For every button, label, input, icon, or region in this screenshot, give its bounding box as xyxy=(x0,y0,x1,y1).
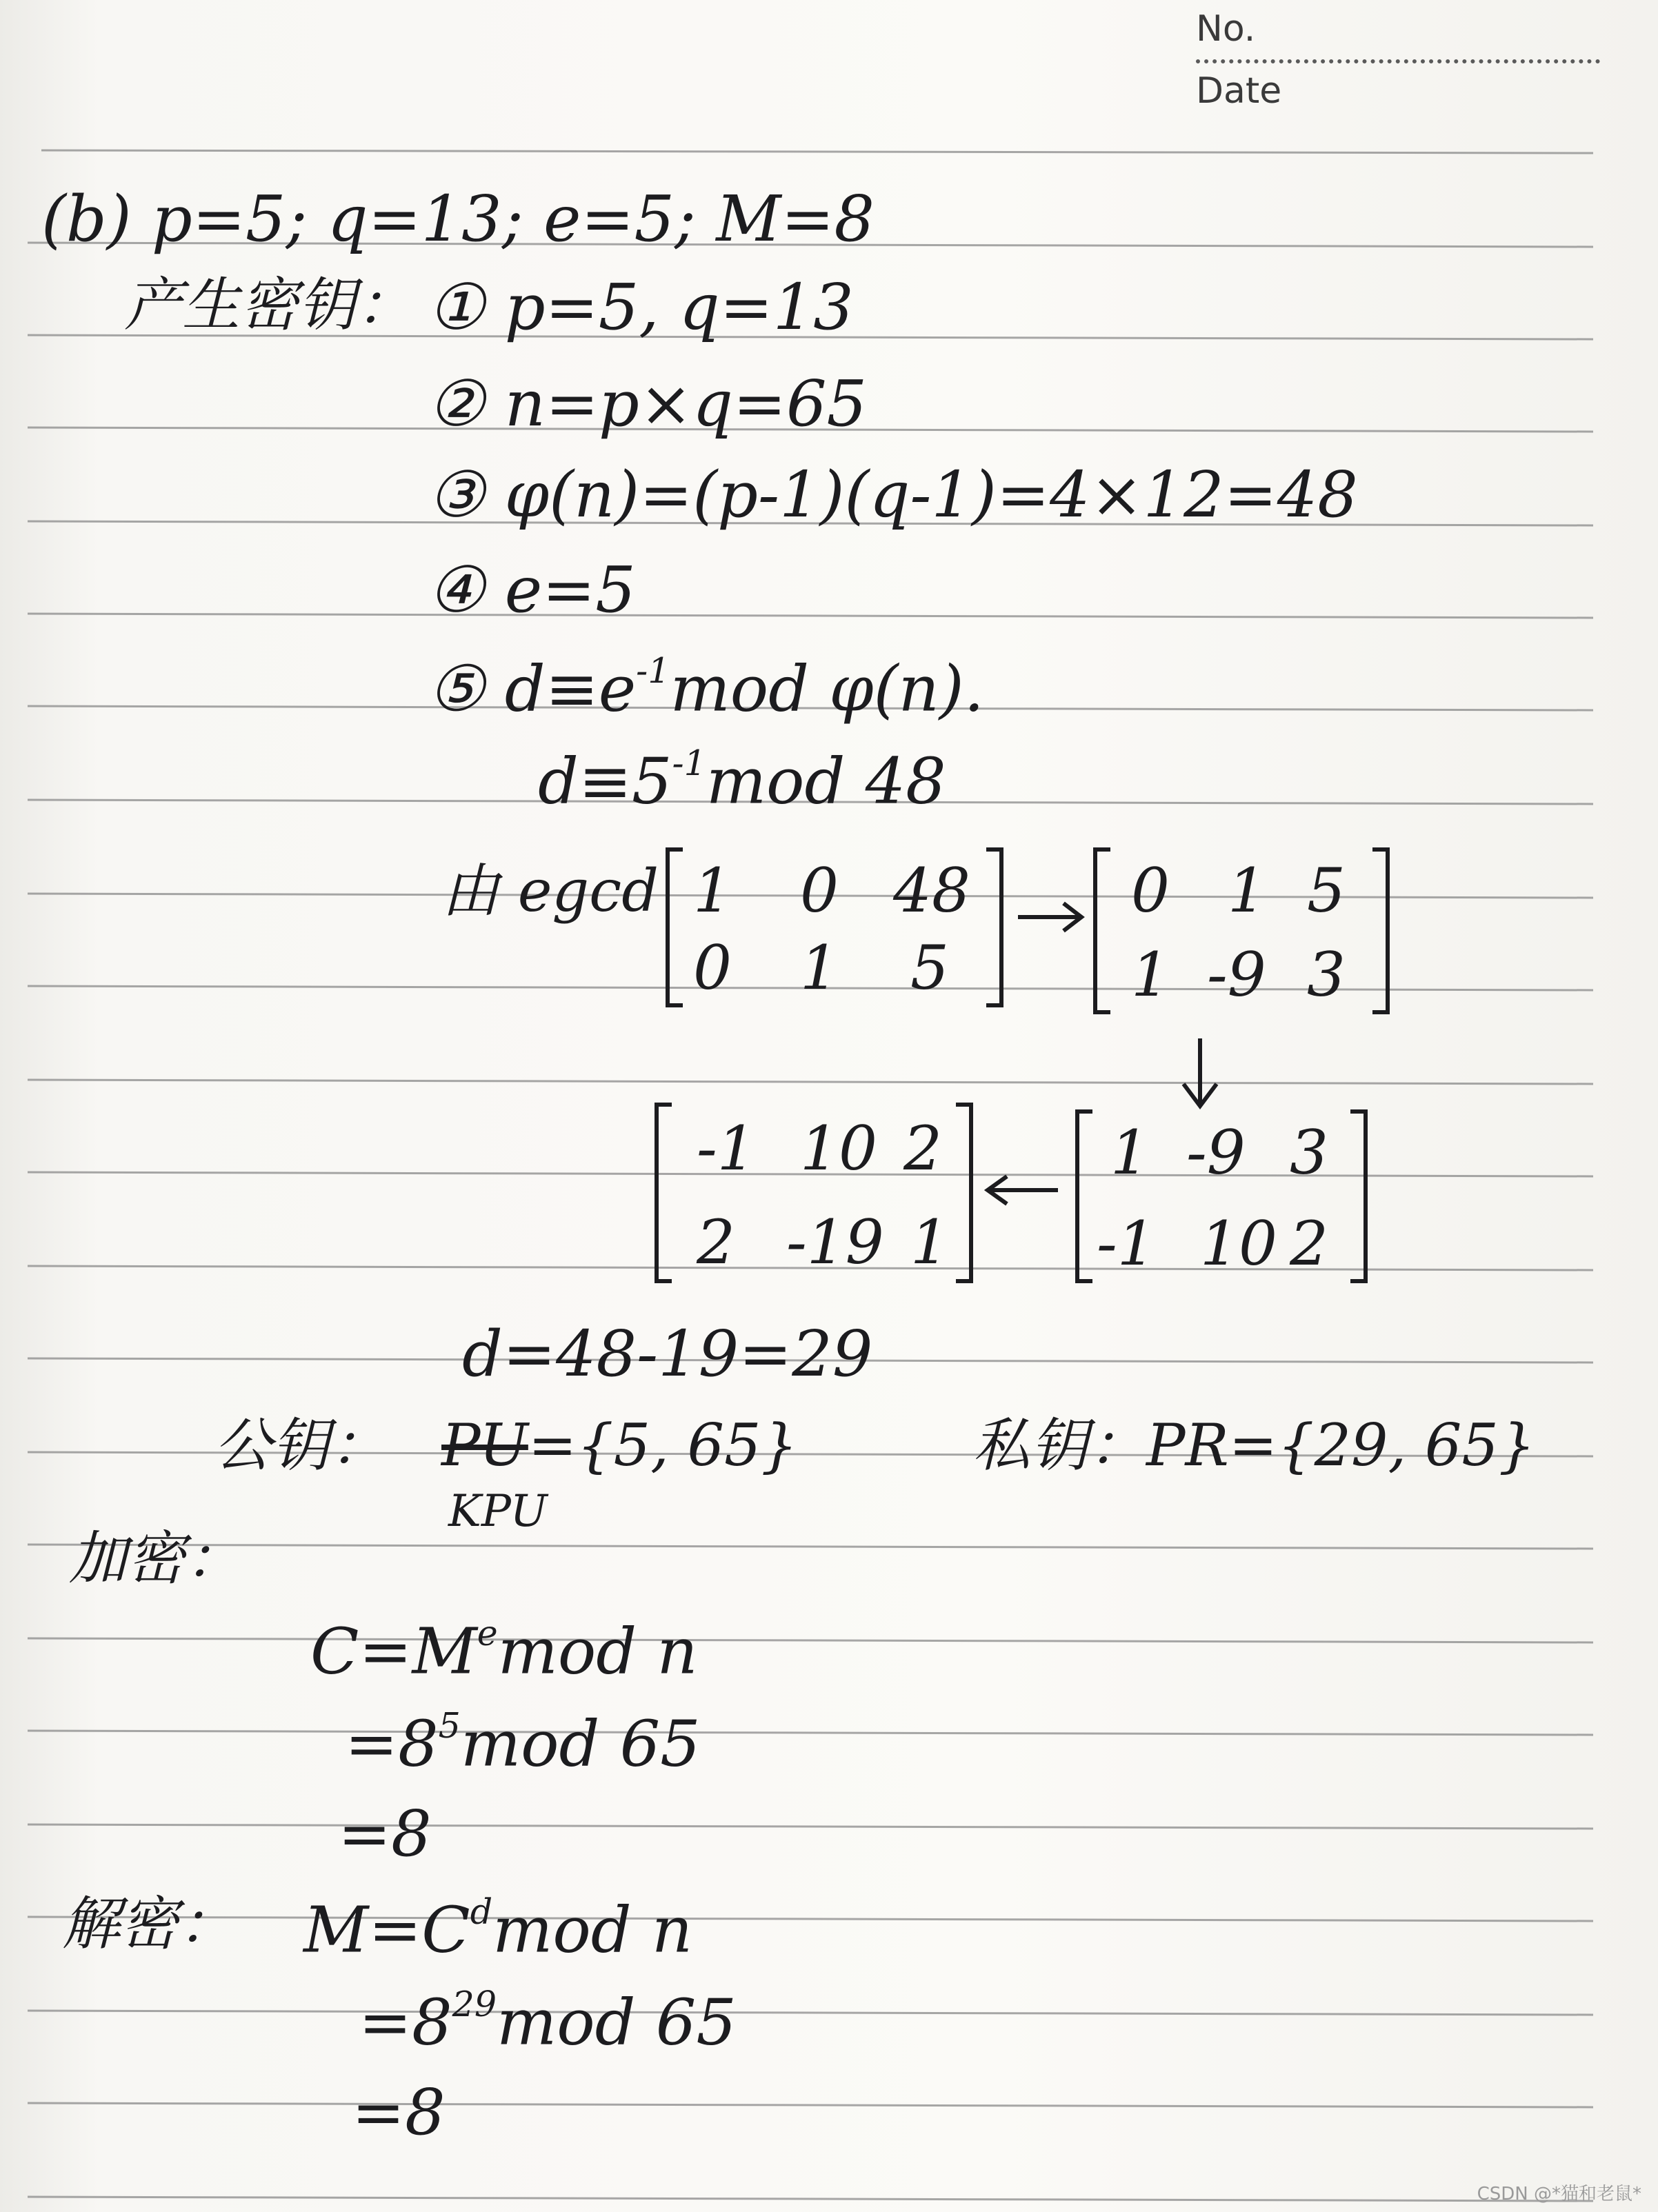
matrix-2-r1c1: 0 xyxy=(1131,855,1170,926)
matrix-3-r2c2: 10 xyxy=(1200,1208,1277,1279)
matrix-2-r1c2: 1 xyxy=(1228,855,1266,926)
dec2-sup: 29 xyxy=(452,1984,497,2024)
matrix-3-r2c3: 2 xyxy=(1290,1208,1328,1279)
matrix-1-r2c3: 5 xyxy=(910,932,949,1003)
step-2: ② n=p×q=65 xyxy=(428,367,868,441)
step-5-b-tail: mod 48 xyxy=(706,744,946,818)
no-dotted-line xyxy=(1196,59,1600,63)
matrix-2 xyxy=(1090,841,1393,1020)
watermark: CSDN @*猫和老鼠* xyxy=(1477,2184,1641,2204)
step-3: ③ φ(n)=(p-1)(q-1)=4×12=48 xyxy=(428,458,1358,532)
matrix-1-r1c2: 0 xyxy=(800,855,839,926)
matrix-4-r2c3: 1 xyxy=(910,1207,949,1278)
encrypt-line-1 xyxy=(310,1613,698,1689)
step-5-b-sup: -1 xyxy=(672,743,706,783)
date-label: Date xyxy=(1196,70,1282,112)
left-arrow-icon xyxy=(979,1169,1062,1211)
matrix-1-r1c1: 1 xyxy=(693,855,732,926)
matrix-3-r2c1: -1 xyxy=(1097,1208,1156,1279)
matrix-4-r1c2: 10 xyxy=(800,1113,877,1184)
matrix-3 xyxy=(1069,1103,1372,1289)
keygen-label: 产生密钥： xyxy=(124,271,415,339)
header-no-date xyxy=(1193,7,1607,117)
d-result: d=48-19=29 xyxy=(462,1317,873,1391)
decrypt-label: 解密： xyxy=(62,1890,237,1958)
matrix-2-r2c3: 3 xyxy=(1307,939,1346,1010)
step-5-line-2 xyxy=(538,743,946,818)
encrypt-line-2 xyxy=(345,1705,701,1781)
dec1-tail: mod n xyxy=(492,1893,693,1967)
enc1-a: C=M xyxy=(310,1614,477,1689)
step-5-a-tail: mod φ(n). xyxy=(670,652,984,726)
matrix-3-r1c1: 1 xyxy=(1110,1117,1149,1188)
matrix-4-r1c1: -1 xyxy=(697,1113,756,1184)
matrix-3-r1c3: 3 xyxy=(1290,1117,1328,1188)
given-values: (b) p=5; q=13; e=5; M=8 xyxy=(41,182,875,256)
matrix-2-r1c3: 5 xyxy=(1307,855,1346,926)
public-key xyxy=(441,1411,798,1479)
egcd-label: 由 egcd xyxy=(441,857,659,925)
enc2-sup: 5 xyxy=(438,1705,461,1746)
matrix-2-r2c1: 1 xyxy=(1131,939,1170,1010)
encrypt-line-3: =8 xyxy=(338,1797,432,1871)
no-label: No. xyxy=(1196,8,1256,50)
step-1: ① p=5, q=13 xyxy=(428,270,854,344)
matrix-1-r2c1: 0 xyxy=(693,932,732,1003)
step-5-a-sup: -1 xyxy=(636,650,670,691)
public-key-subscript: KPU xyxy=(448,1486,548,1537)
dec2-a: =8 xyxy=(359,1985,452,2060)
public-key-struck: PU xyxy=(441,1411,528,1479)
matrix-4-r2c2: -19 xyxy=(786,1207,884,1278)
step-4: ④ e=5 xyxy=(428,553,636,627)
matrix-1 xyxy=(662,841,1007,1014)
matrix-4 xyxy=(648,1096,979,1289)
decrypt-line-3: =8 xyxy=(352,2075,446,2149)
matrix-4-r1c3: 2 xyxy=(903,1113,942,1184)
matrix-1-r1c3: 48 xyxy=(893,855,970,926)
enc2-a: =8 xyxy=(345,1707,439,1781)
public-key-value: ={5, 65} xyxy=(528,1411,798,1479)
step-5-line-1 xyxy=(428,650,984,726)
step-5-b: d≡5 xyxy=(538,744,672,818)
encrypt-label: 加密： xyxy=(69,1525,243,1592)
matrix-4-r2c1: 2 xyxy=(697,1207,735,1278)
matrix-3-r1c2: -9 xyxy=(1186,1117,1246,1188)
matrix-1-r2c2: 1 xyxy=(800,932,839,1003)
step-5-a: ⑤ d≡e xyxy=(428,652,637,726)
dec1-sup: d xyxy=(470,1891,493,1932)
decrypt-line-2 xyxy=(359,1984,737,2060)
enc1-tail: mod n xyxy=(497,1614,698,1689)
dec1-a: M=C xyxy=(303,1893,470,1967)
enc2-tail: mod 65 xyxy=(460,1707,701,1781)
public-key-label: 公钥： xyxy=(214,1411,388,1479)
right-arrow-icon xyxy=(1014,896,1090,938)
private-key: 私钥：PR={29, 65} xyxy=(972,1411,1536,1479)
dec2-tail: mod 65 xyxy=(497,1985,737,2060)
decrypt-line-1 xyxy=(303,1891,693,1967)
enc1-sup: e xyxy=(477,1613,498,1653)
matrix-2-r2c2: -9 xyxy=(1207,939,1266,1010)
